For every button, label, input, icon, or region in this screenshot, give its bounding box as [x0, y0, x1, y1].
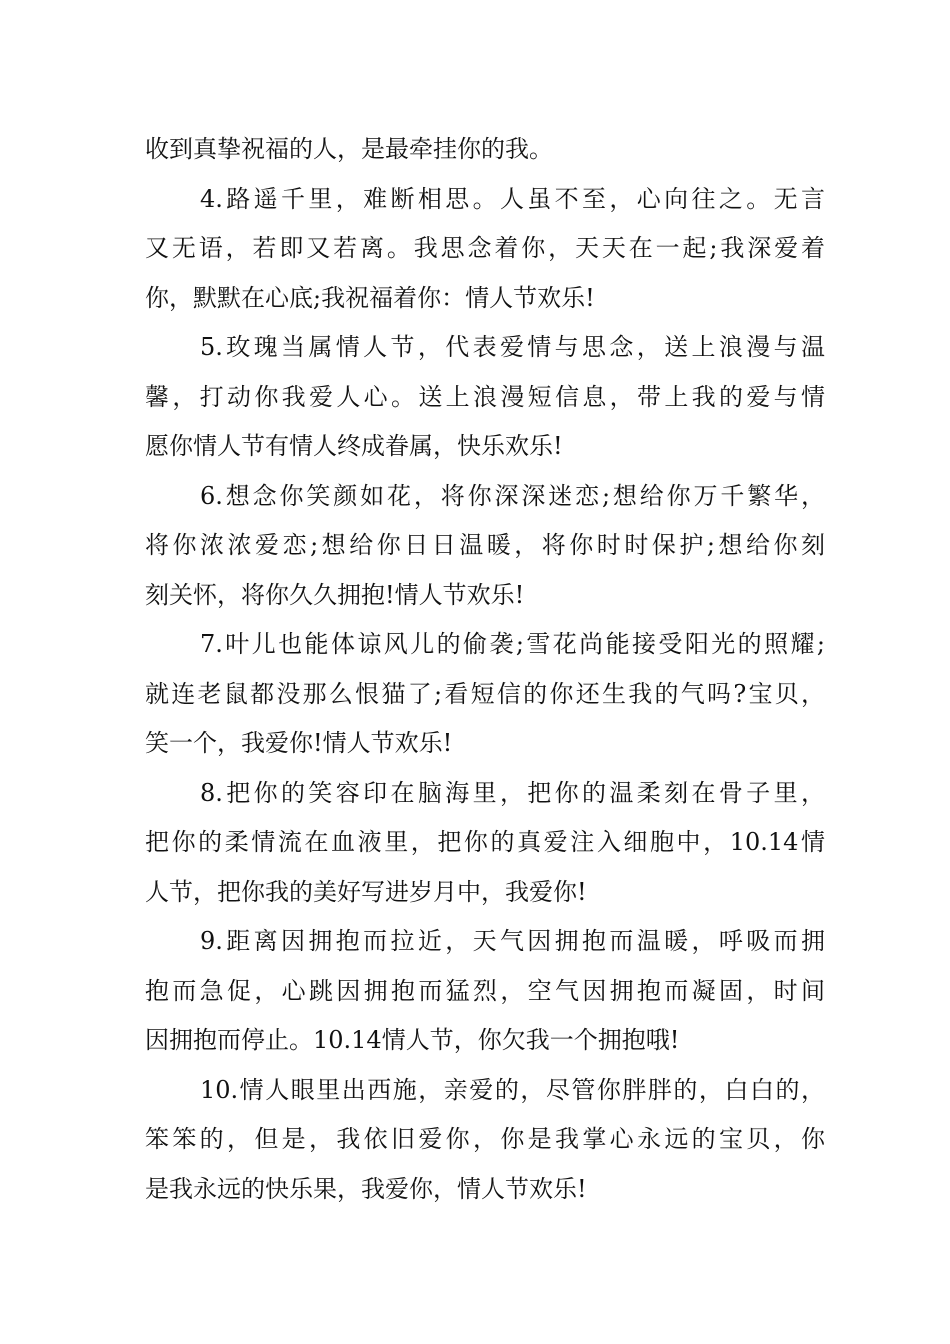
text-line: 笨笨的，但是，我依旧爱你，你是我掌心永远的宝贝，你: [145, 1125, 825, 1153]
text-line: 人节，把你我的美好写进岁月中，我爱你!: [145, 877, 587, 906]
text-line: 笑一个，我爱你!情人节欢乐!: [145, 729, 453, 757]
text-line: 把你的柔情流在血液里，把你的真爱注入细胞中，10.14情: [145, 828, 825, 856]
text-line: 9.距离因拥抱而拉近，天气因拥抱而温暖，呼吸而拥: [200, 927, 825, 955]
text-line: 因拥抱而停止。10.14情人节，你欠我一个拥抱哦!: [145, 1026, 680, 1054]
text-line: 刻关怀，将你久久拥抱!情人节欢乐!: [145, 580, 525, 609]
text-line: 又无语，若即又若离。我思念着你，天天在一起;我深爱着: [145, 234, 825, 262]
text-line: 你，默默在心底;我祝福着你：情人节欢乐!: [145, 283, 595, 312]
text-line: 6.想念你笑颜如花，将你深深迷恋;想给你万千繁华，: [200, 481, 825, 510]
text-line: 抱而急促，心跳因拥抱而猛烈，空气因拥抱而凝固，时间: [145, 976, 825, 1005]
document-body: [145, 125, 825, 1214]
text-line: 是我永远的快乐果，我爱你，情人节欢乐!: [145, 1174, 587, 1203]
text-line: 收到真挚祝福的人，是最牵挂你的我。: [145, 135, 553, 163]
text-line: 8.把你的笑容印在脑海里，把你的温柔刻在骨子里，: [200, 778, 825, 807]
text-line: 馨，打动你我爱人心。送上浪漫短信息，带上我的爱与情: [145, 382, 825, 411]
text-line: 4.路遥千里，难断相思。人虽不至，心向往之。无言: [200, 184, 825, 213]
text-line: 就连老鼠都没那么恨猫了;看短信的你还生我的气吗?宝贝，: [145, 679, 825, 708]
text-line: 将你浓浓爱恋;想给你日日温暖，将你时时保护;想给你刻: [145, 531, 825, 559]
text-line: 10.情人眼里出西施，亲爱的，尽管你胖胖的，白白的，: [200, 1075, 825, 1104]
text-line: 5.玫瑰当属情人节，代表爱情与思念，送上浪漫与温: [200, 333, 825, 361]
text-line: 7.叶儿也能体谅风儿的偷袭;雪花尚能接受阳光的照耀;: [200, 630, 825, 658]
text-line: 愿你情人节有情人终成眷属，快乐欢乐!: [145, 432, 563, 460]
